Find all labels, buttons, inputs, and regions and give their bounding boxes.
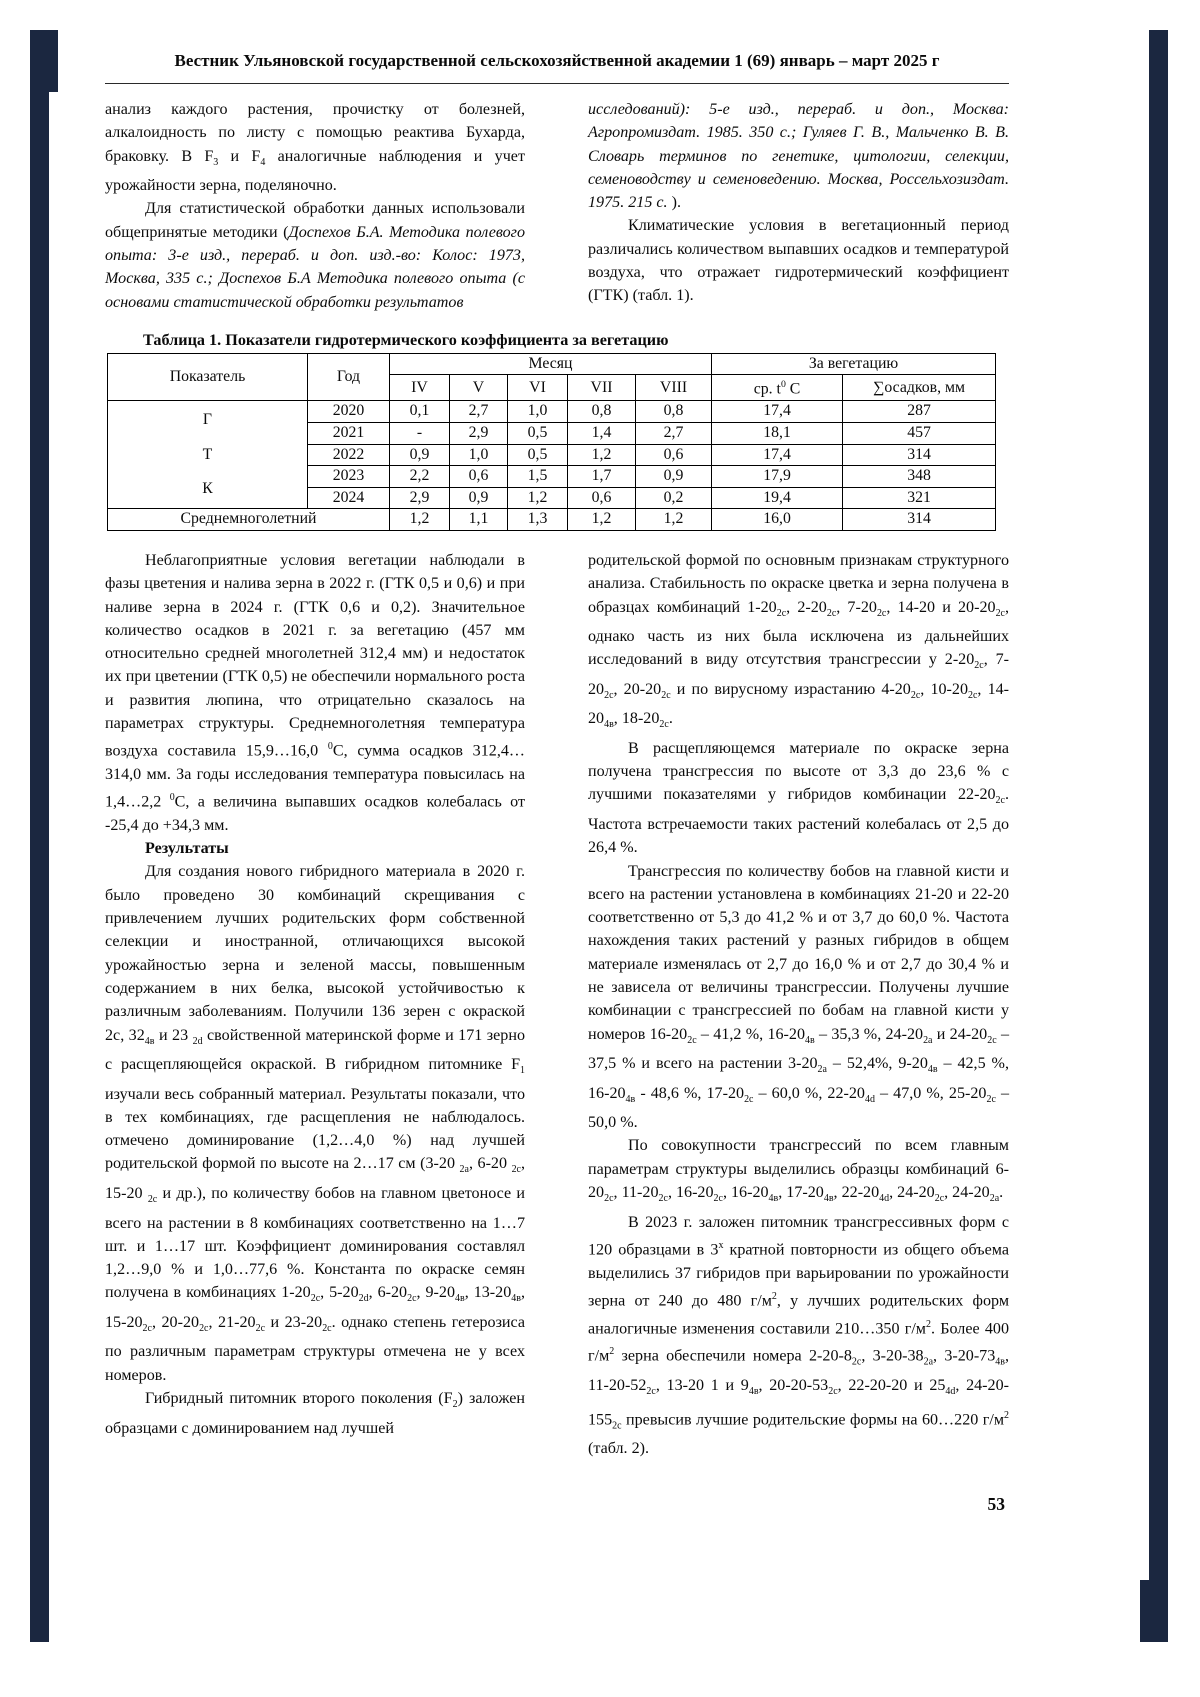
table-cell: 1,2 [568, 444, 636, 466]
journal-header: Вестник Ульяновской государственной сельскохозяйственной академии 1 (69) январь – март 2025 г [105, 50, 1009, 84]
table-cell: 0,9 [390, 444, 450, 466]
top-text-section [105, 98, 1009, 314]
table-cell-precip: 314 [843, 444, 996, 466]
page-content [105, 50, 1009, 1461]
table-cell-precip: 287 [843, 401, 996, 423]
paragraph: Климатические условия в вегетационный период различались количеством выпавших осадков и температурой воздуха, что отражает гидротермический коэффициент (ГТК) (табл. 1). [588, 217, 1009, 305]
table-cell-year: 2020 [308, 401, 390, 423]
page-edge-right-cap [1140, 1580, 1168, 1642]
table-cell: 1,7 [568, 466, 636, 488]
table-cell: 1,2 [390, 509, 450, 531]
header-cell-month-v: V [450, 375, 508, 401]
paragraph: Гибридный питомник второго поколения $(F_2)$ заложен образцами с доминированием над лучшей [105, 1390, 525, 1437]
gtk-table [107, 353, 996, 531]
table-cell: 1,0 [450, 444, 508, 466]
gtk-letter: Г [202, 410, 213, 428]
table-cell: 1,3 [508, 509, 568, 531]
header-cell-year: Год [308, 353, 390, 400]
table-row [108, 401, 996, 423]
table-cell-precip: 321 [843, 487, 996, 509]
gtk-letter: Т [202, 445, 213, 463]
table-row-average [108, 509, 996, 531]
paragraph: родительской формой по основным признакам структурного анализа. Стабильность по окраске цветка и зерна получена в образцах комбинаций $1-20_{2с}$, $2-20_{2с}$, $7-20_{2с}$, 14-20 и $20-20_{2с}$, однако часть из них была исключена из дальнейших исследований в виду отсутствия трансгрессии у $2-20_{2с}$, $7-20_{2с}$, $20-20_{2с}$ и по вирусному израстанию $4-20_{2с}$, $10-20_{2с}$, $14-20_{4в}$, $18-20_{2с}$. [588, 551, 1010, 731]
table-cell-temp: 17,4 [712, 444, 843, 466]
table-cell: 0,5 [508, 422, 568, 444]
page-edge-right-bar [1149, 30, 1168, 1642]
table-cell: 1,2 [568, 509, 636, 531]
header-cell-sum-precip: ∑осадков, мм [843, 375, 996, 401]
bottom-left-column [105, 549, 525, 1461]
table-caption: Таблица 1. Показатели гидротермического коэффициента за вегетацию [143, 330, 669, 349]
paragraph: анализ каждого растения, прочистку от болезней, алкалоидность по листу с помощью реактива Бухарда, браковку. В $F_3$ и $F_4$ аналогичные наблюдения и учет урожайности зерна, поделяночно. [105, 101, 525, 195]
table-cell: 2,9 [390, 487, 450, 509]
table-cell: 1,0 [508, 401, 568, 423]
table-cell-precip: 348 [843, 466, 996, 488]
header-cell-month-vi: VI [508, 375, 568, 401]
header-cell-month-vii: VII [568, 375, 636, 401]
table-cell-temp: 17,4 [712, 401, 843, 423]
table-cell-precip: 314 [843, 509, 996, 531]
bottom-text-section [105, 549, 1009, 1461]
paragraph: Для статистической обработки данных использовали общепринятые методики (Доспехов Б.А. Методика полевого опыта: 3-е изд., перераб. и доп. изд.-во: Колос: 1973, Москва, 335 с.; Доспехов Б.А Методика полевого опыта (с основами статистической обработки результатов [105, 200, 525, 311]
table-cell: 0,8 [636, 401, 712, 423]
header-cell-month: Месяц [390, 353, 712, 375]
indicator-gtk-cell [108, 401, 308, 509]
paragraph: В 2023 г. заложен питомник трансгрессивных форм с 120 образцами в $3^х$ кратной повторности из общего объема выделились 37 гибридов при варьировании по урожайности зерна от 240 до 480 $г/м^2$, у лучших родительских форм аналогичные изменения составили 210…350 $г/м^2$. Более 400 $г/м^2$ зерна обеспечили номера $2-20-8_{2с}$, $3-20-38_{2а}$, $3-20-73_{4в}$, $11-20-52_{2с}$, 13-20 1 и $9_{4в}$, $20-20-53_{2с}$, 22-20-20 и $25_{4d}$, $24-20-155_{2с}$ превысив лучшие родительские формы на 60…220 $г/м^2$ (табл. 2). [588, 1213, 1010, 1458]
table-cell-precip: 457 [843, 422, 996, 444]
table-cell-temp: 19,4 [712, 487, 843, 509]
paragraph: Для создания нового гибридного материала в 2020 г. было проведено 30 комбинаций скрещивания с привлечением лучших родительских форм собственной селекции и иностранной, отличающихся высокой урожайностью зерна и зеленой массы, повышенным содержанием в них белка, высокой устойчивостью к различным заболеваниям. Получили 136 зерен с окраской 2с, $32_{4в}$ и 23 $_{2d}$ свойственной материнской форме и 171 зерно с расщепляющейся окраской. В гибридном питомнике $F_1$ изучали весь собранный материал. Результаты показали, что в тех комбинациях, где расщепления не наблюдалось. отмечено доминирование (1,2…4,0 %) над лучшей родительской формой по высоте на 2…17 см (3-20 $_{2а}$, 6-20 $_{2с}$, 15-20 $_{2с}$ и др.), по количеству бобов на главном цветоносе и всего на растении в 8 комбинациях соответственно на 1…7 шт. и 1…17 шт. Коэффициент доминирования составлял 1,2…9,0 % и 1,0…77,6 %. Константа по окраске семян получена в комбинациях $1-20_{2с}$, $5-20_{2d}$, $6-20_{2с}$, $9-20_{4в}$, $13-20_{4в}$, $15-20_{2с}$, $20-20_{2с}$, $21-20_{2с}$ и $23-20_{2с}$. однако степень гетерозиса по различным параметрам структуры отмечена не у всех номеров. [105, 863, 526, 1384]
table-cell: 1,1 [450, 509, 508, 531]
table-cell: 0,6 [568, 487, 636, 509]
paragraph: В расщепляющемся материале по окраске зерна получена трансгрессия по высоте от 3,3 до 23,6 % с лучшими показателями у гибридов комбинации $22-20_{2с}$. Частота встречаемости таких растений колебалась от 2,5 до 26,4 %. [588, 739, 1009, 857]
table-cell-year: 2021 [308, 422, 390, 444]
table-cell: 1,4 [568, 422, 636, 444]
page-edge-left-cap [30, 30, 58, 92]
table-cell: 1,2 [508, 487, 568, 509]
results-heading: Результаты [145, 840, 229, 858]
table-cell: 0,6 [450, 466, 508, 488]
page-edge-left-bar [30, 30, 49, 1642]
header-cell-vegetation: За вегетацию [712, 353, 996, 375]
table-cell-year: 2024 [308, 487, 390, 509]
table-cell-temp: 17,9 [712, 466, 843, 488]
table-cell: 0,6 [636, 444, 712, 466]
table-cell-temp: 16,0 [712, 509, 843, 531]
table-cell: 2,9 [450, 422, 508, 444]
gtk-letter: К [202, 480, 213, 498]
table-cell: 0,1 [390, 401, 450, 423]
table-cell: 0,8 [568, 401, 636, 423]
header-cell-month-viii: VIII [636, 375, 712, 401]
page-number: 53 [987, 1494, 1005, 1514]
table-cell: 2,2 [390, 466, 450, 488]
table-cell: 2,7 [450, 401, 508, 423]
table-header-row [108, 353, 996, 375]
header-cell-indicator: Показатель [108, 353, 308, 400]
paragraph: исследований): 5-е изд., перераб. и доп., Москва: Агропромиздат. 1985. 350 с.; Гуляев Г. В., Мальченко В. В. Словарь терминов по генетике, цитологии, селекции, семеноводству и семеноведению. Москва, Россельхозиздат. 1975. 215 с. ). [588, 101, 1009, 212]
paragraph: По совокупности трансгрессий по всем главным параметрам структуры выделились образцы комбинаций $6-20_{2с}$, $11-20_{2с}$, $16-20_{2с}$, $16-20_{4в}$, $17-20_{4в}$, $22-20_{4d}$, $24-20_{2с}$, $24-20_{2а}$. [588, 1137, 1009, 1205]
table-cell: 1,5 [508, 466, 568, 488]
table-cell-year: 2023 [308, 466, 390, 488]
table-cell-year: 2022 [308, 444, 390, 466]
table-cell: 0,5 [508, 444, 568, 466]
top-right-column [588, 98, 1009, 314]
table-cell: 0,2 [636, 487, 712, 509]
header-cell-month-iv: IV [390, 375, 450, 401]
table-cell: 0,9 [636, 466, 712, 488]
table-cell: - [390, 422, 450, 444]
table-cell: 2,7 [636, 422, 712, 444]
top-left-column [105, 98, 525, 314]
header-cell-avg-temp: ср. $t^0$ С [712, 375, 843, 401]
paragraph: Трансгрессия по количеству бобов на главной кисти и всего на растении установлена в комбинациях 21-20 и 22-20 соответственно от 5,3 до 41,2 % и от 3,7 до 60,0 %. Частота нахождения таких растений у разных гибридов в общем материале изменялась от 2,7 до 16,0 % и от 2,7 до 30,4 % и не зависела от величины трансгрессии. Получены лучшие комбинации с трансгрессией по бобам на главной кисти у номеров $16-20_{2с} - 41,2$ %, $16-20_{4в} - 35,3$ %, $24-20_{2а}$ и $24-20_{2с} - 37,5$ % и всего на растении $3-20_{2а} - 52,4\%$, $9-20_{4в} - 42,5$ %, $16-20_{4в} - 48,6$ %, $17-20_{2с} - 60,0$ %, $22-20_{4d} - 47,0$ %, $25-20_{2с} - 50,0$ %. [588, 862, 1009, 1132]
paragraph: Неблагоприятные условия вегетации наблюдали в фазы цветения и налива зерна в 2022 г. (ГТК 0,5 и 0,6) и при наливе зерна в 2024 г. (ГТК 0,6 и 0,2). Значительное количество осадков в 2021 г. за вегетацию (457 мм относительно средней многолетней 312,4 мм) и недостаток их при цветении (ГТК 0,5) не обеспечили нормального роста и развития люпина, что отрицательно сказалось на параметрах структуры. Среднемноголетняя температура воздуха составила 15,9…16,0 $^0$С, сумма осадков 312,4…314,0 мм. За годы исследования температура повысилась на 1,4…2,2 $^0$С, а величина выпавших осадков колебалась от -25,4 до +34,3 мм. [105, 551, 526, 834]
table-cell: 0,9 [450, 487, 508, 509]
table-cell-temp: 18,1 [712, 422, 843, 444]
table-cell: 1,2 [636, 509, 712, 531]
bottom-right-column [588, 549, 1009, 1461]
table-cell-average-label: Среднемноголетний [108, 509, 390, 531]
gtk-letters [111, 403, 304, 507]
